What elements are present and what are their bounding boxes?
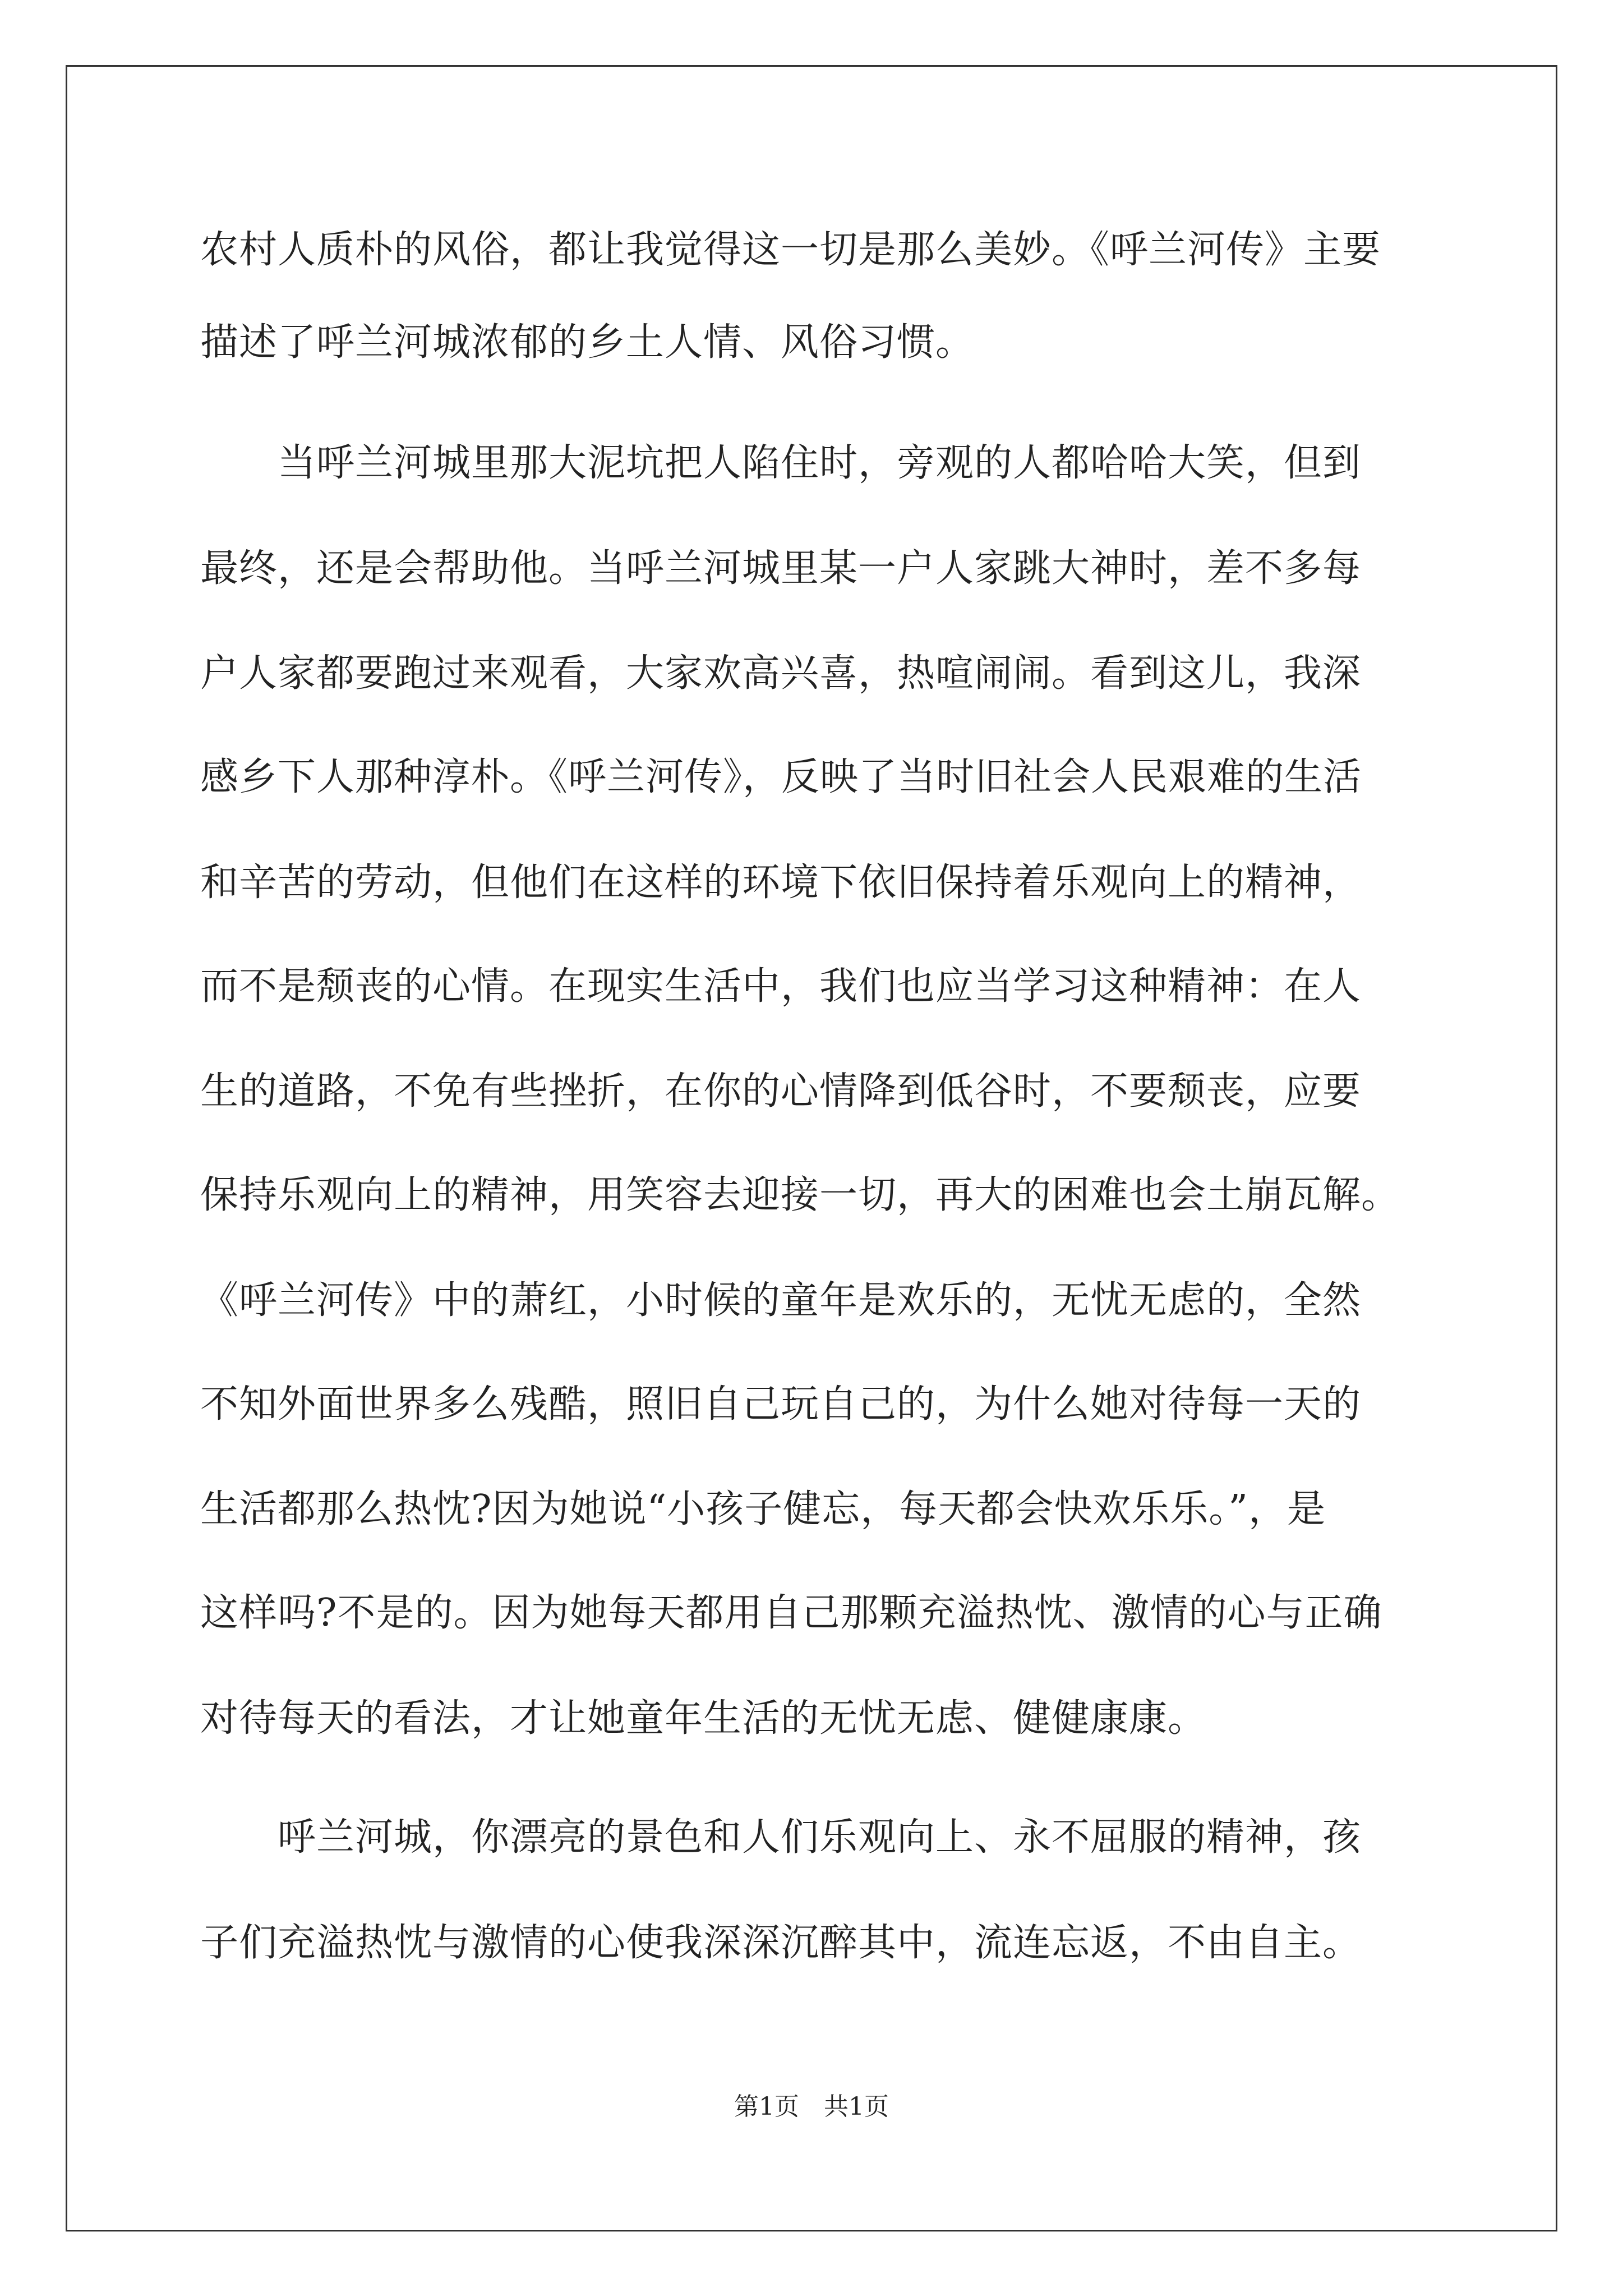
body-text-line: 感乡下人那种淳朴。《呼兰河传》，反映了当时旧社会人民艰难的生活	[200, 755, 1362, 799]
body-text-line: 户人家都要跑过来观看，大家欢高兴喜，热喧闹闹。看到这儿，我深	[200, 651, 1362, 696]
body-text-line: 呼兰河城，你漂亮的景色和人们乐观向上、永不屈服的精神，孩	[200, 1815, 1362, 1860]
body-text-line: 和辛苦的劳动，但他们在这样的环境下依旧保持着乐观向上的精神，	[200, 861, 1362, 905]
body-text-line: 《呼兰河传》中的萧红，小时候的童年是欢乐的，无忧无虑的，全然	[200, 1278, 1362, 1323]
body-text-line: 这样吗?不是的。因为她每天都用自己那颗充溢热忱、激情的心与正确	[200, 1591, 1382, 1635]
page-border	[66, 65, 1557, 2231]
body-text-line: 生的道路，不免有些挫折，在你的心情降到低谷时，不要颓丧，应要	[200, 1069, 1362, 1114]
body-text-line: 生活都那么热忱?因为她说“小孩子健忘，每天都会快欢乐乐。”，是	[200, 1487, 1326, 1531]
body-text-line: 当呼兰河城里那大泥坑把人陷住时，旁观的人都哈哈大笑，但到	[200, 441, 1362, 485]
body-text-line: 最终，还是会帮助他。当呼兰河城里某一户人家跳大神时，差不多每	[200, 546, 1362, 591]
body-text-line: 农村人质朴的风俗，都让我觉得这一切是那么美妙。《呼兰河传》主要	[200, 228, 1381, 272]
body-text-line: 不知外面世界多么残酷，照旧自己玩自己的，为什么她对待每一天的	[200, 1382, 1362, 1427]
body-text-line: 描述了呼兰河城浓郁的乡土人情、风俗习惯。	[200, 320, 975, 365]
body-text-line: 而不是颓丧的心情。在现实生活中，我们也应当学习这种精神：在人	[200, 964, 1362, 1009]
body-text-line: 对待每天的看法，才让她童年生活的无忧无虑、健健康康。	[200, 1696, 1207, 1741]
body-text-line: 子们充溢热忱与激情的心使我深深沉醉其中，流连忘返，不由自主。	[200, 1921, 1362, 1965]
body-text-line: 保持乐观向上的精神，用笑容去迎接一切，再大的困难也会土崩瓦解。	[200, 1173, 1400, 1217]
page-number-footer: 第1页 共1页	[734, 2092, 889, 2121]
